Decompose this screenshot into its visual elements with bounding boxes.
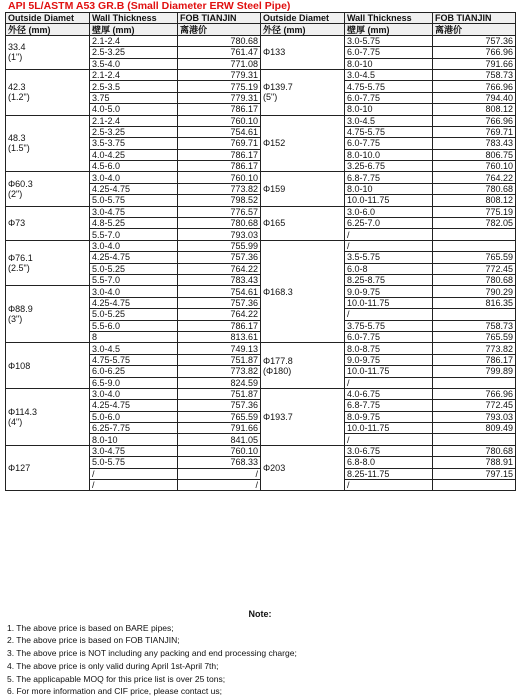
outside-diameter-text: Φ88.9 (8, 304, 33, 315)
price-cell: 798.52 (178, 195, 261, 206)
wall-thickness-cell: 3.5-5.75 (345, 252, 433, 263)
wall-thickness-cell: 10.0-11.75 (345, 423, 433, 434)
price-cell: 766.96 (433, 47, 516, 58)
outside-diameter-text: (1.5") (8, 143, 30, 154)
outside-diameter-text: (5") (263, 92, 278, 103)
wall-thickness-cell: / (345, 377, 433, 388)
wall-thickness-cell: 3.0-5.75 (345, 35, 433, 46)
price-cell (433, 480, 516, 491)
wall-thickness-cell: / (345, 434, 433, 445)
wall-thickness-cell: 4.8-5.25 (90, 218, 178, 229)
price-cell: 757.36 (178, 400, 261, 411)
price-cell: 786.17 (178, 320, 261, 331)
outside-diameter-text: Φ165 (263, 218, 286, 229)
price-cell: 760.10 (433, 161, 516, 172)
outside-diameter-cell (6, 206, 90, 240)
wall-thickness-cell: 3.0-4.5 (345, 69, 433, 80)
wall-thickness-cell: 6.0-7.75 (345, 92, 433, 103)
wall-thickness-cell: 2.5-3.25 (90, 126, 178, 137)
outside-diameter-text: Φ152 (263, 138, 286, 149)
header-wt-cn: 壁厚 (mm) (90, 24, 178, 35)
price-cell: 780.68 (433, 183, 516, 194)
outside-diameter-cell (6, 69, 90, 115)
price-cell: 764.22 (178, 263, 261, 274)
wall-thickness-cell: 6.5-9.0 (90, 377, 178, 388)
wall-thickness-cell: 4.75-5.75 (345, 81, 433, 92)
price-cell: 758.73 (433, 320, 516, 331)
table-row (6, 343, 516, 354)
wall-thickness-cell: 8.0-10 (345, 58, 433, 69)
price-cell: 772.45 (433, 263, 516, 274)
wall-thickness-cell: 6.0-8 (345, 263, 433, 274)
header-wt-cn: 壁厚 (mm) (345, 24, 433, 35)
price-cell: / (178, 480, 261, 491)
price-cell: 765.59 (433, 331, 516, 342)
price-cell: 794.40 (433, 92, 516, 103)
wall-thickness-cell: 3.25-6.75 (345, 161, 433, 172)
price-cell (433, 377, 516, 388)
outside-diameter-text: 42.3 (8, 82, 26, 93)
wall-thickness-cell: 4.0-6.75 (345, 388, 433, 399)
price-cell: 799.89 (433, 366, 516, 377)
wall-thickness-cell: 4.75-5.75 (90, 354, 178, 365)
price-cell: 783.43 (433, 138, 516, 149)
price-cell: 760.10 (178, 172, 261, 183)
outside-diameter-cell (261, 172, 345, 206)
outside-diameter-cell (6, 343, 90, 389)
price-cell: 751.87 (178, 354, 261, 365)
price-cell: 783.43 (178, 274, 261, 285)
header-row-cn (6, 24, 516, 35)
wall-thickness-cell: 3.75-5.75 (345, 320, 433, 331)
wall-thickness-cell: 6.0-7.75 (345, 331, 433, 342)
wall-thickness-cell: 8.0-9.75 (345, 411, 433, 422)
price-cell: 755.99 (178, 240, 261, 251)
table-row (6, 35, 516, 46)
price-cell: 754.61 (178, 126, 261, 137)
price-cell: 751.87 (178, 388, 261, 399)
price-cell: 779.31 (178, 92, 261, 103)
wall-thickness-cell: 3.0-6.0 (345, 206, 433, 217)
wall-thickness-cell: 8.0-10 (345, 183, 433, 194)
wall-thickness-cell: 4.25-4.75 (90, 183, 178, 194)
outside-diameter-text: Φ203 (263, 463, 286, 474)
price-cell: 760.10 (178, 115, 261, 126)
outside-diameter-cell (6, 240, 90, 286)
price-cell: 786.17 (178, 161, 261, 172)
outside-diameter-cell (261, 445, 345, 491)
price-cell: 782.05 (433, 218, 516, 229)
price-cell: 766.96 (433, 115, 516, 126)
wall-thickness-cell: 3.0-4.75 (90, 206, 178, 217)
wall-thickness-cell: / (345, 309, 433, 320)
outside-diameter-text: Φ193.7 (263, 411, 293, 422)
price-cell: 768.33 (178, 457, 261, 468)
wall-thickness-cell: 3.0-4.0 (90, 240, 178, 251)
wall-thickness-cell: 5.5-7.0 (90, 274, 178, 285)
wall-thickness-cell: 3.0-4.0 (90, 388, 178, 399)
outside-diameter-text: (4") (8, 416, 23, 427)
note-line: 6. For more information and CIF price, please contact us; (7, 686, 222, 697)
price-cell: 797.15 (433, 468, 516, 479)
note-line: 5. The applicapable MOQ for this price list is over 25 tons; (7, 673, 226, 684)
price-cell: 806.75 (433, 149, 516, 160)
price-cell: 757.36 (178, 252, 261, 263)
header-wt: Wall Thickness (90, 13, 178, 24)
outside-diameter-text: Φ168.3 (263, 286, 293, 297)
table-row (6, 69, 516, 80)
price-cell: 749.13 (178, 343, 261, 354)
outside-diameter-text: Φ159 (263, 184, 286, 195)
header-price: FOB TIANJIN (178, 13, 261, 24)
notes-section (7, 608, 513, 698)
note-line: 2. The above price is based on FOB TIANJIN; (7, 635, 180, 646)
price-cell: 786.17 (178, 104, 261, 115)
outside-diameter-text: (1.2") (8, 92, 30, 103)
wall-thickness-cell: 5.5-6.0 (90, 320, 178, 331)
wall-thickness-cell: 3.0-4.0 (90, 286, 178, 297)
wall-thickness-cell: 6.0-7.75 (345, 138, 433, 149)
wall-thickness-cell: 4.0-4.25 (90, 149, 178, 160)
price-cell: 813.61 (178, 331, 261, 342)
wall-thickness-cell: / (345, 240, 433, 251)
wall-thickness-cell: / (345, 480, 433, 491)
price-cell: 780.68 (178, 218, 261, 229)
wall-thickness-cell: 3.0-4.5 (345, 115, 433, 126)
price-cell: 765.59 (433, 252, 516, 263)
table-row (6, 206, 516, 217)
outside-diameter-text: Φ139.7 (263, 82, 293, 93)
wall-thickness-cell: 6.25-7.75 (90, 423, 178, 434)
outside-diameter-cell (261, 115, 345, 172)
price-cell: 773.82 (433, 343, 516, 354)
wall-thickness-cell: 9.0-9.75 (345, 286, 433, 297)
header-od: Outside Diamet (6, 13, 90, 24)
wall-thickness-cell: 8.25-8.75 (345, 274, 433, 285)
price-cell: 790.29 (433, 286, 516, 297)
wall-thickness-cell: 6.8-7.75 (345, 400, 433, 411)
outside-diameter-text: 48.3 (8, 133, 26, 144)
price-cell: 769.71 (178, 138, 261, 149)
wall-thickness-cell: 4.75-5.75 (345, 126, 433, 137)
outside-diameter-text: (2.5") (8, 263, 30, 274)
outside-diameter-cell (6, 445, 90, 491)
wall-thickness-cell: 10.0-11.75 (345, 297, 433, 308)
price-cell: 791.66 (178, 423, 261, 434)
wall-thickness-cell: 8.0-10 (90, 434, 178, 445)
price-cell: 760.10 (178, 445, 261, 456)
header-od-cn: 外径 (mm) (6, 24, 90, 35)
price-cell: 780.68 (178, 35, 261, 46)
wall-thickness-cell: 8.0-8.75 (345, 343, 433, 354)
price-table (5, 12, 516, 491)
price-cell (433, 240, 516, 251)
outside-diameter-cell (261, 69, 345, 115)
wall-thickness-cell: 9.0-9.75 (345, 354, 433, 365)
notes-title: Note: (248, 609, 272, 619)
header-od-cn: 外径 (mm) (261, 24, 345, 35)
wall-thickness-cell: 2.5-3.25 (90, 47, 178, 58)
outside-diameter-cell (6, 35, 90, 69)
price-cell: 757.36 (178, 297, 261, 308)
header-row (6, 13, 516, 24)
outside-diameter-text: Φ73 (8, 218, 26, 229)
outside-diameter-text: Φ108 (8, 360, 31, 371)
wall-thickness-cell: 8 (90, 331, 178, 342)
outside-diameter-text: 33.4 (8, 42, 26, 53)
header-wt: Wall Thickness (345, 13, 433, 24)
wall-thickness-cell: 2.1-2.4 (90, 115, 178, 126)
wall-thickness-cell: 4.0-5.0 (90, 104, 178, 115)
outside-diameter-text: Φ133 (263, 47, 286, 58)
price-cell: 841.05 (178, 434, 261, 445)
note-line: 3. The above price is NOT including any packing and end processing charge; (7, 648, 297, 659)
price-table-body (6, 13, 516, 491)
wall-thickness-cell: 5.5-7.0 (90, 229, 178, 240)
wall-thickness-cell: 5.0-5.25 (90, 309, 178, 320)
wall-thickness-cell: 8.0-10.0 (345, 149, 433, 160)
price-cell: 775.19 (178, 81, 261, 92)
table-row (6, 172, 516, 183)
wall-thickness-cell: 4.25-4.75 (90, 297, 178, 308)
wall-thickness-cell: 2.1-2.4 (90, 35, 178, 46)
header-price-cn: 离港价 (178, 24, 261, 35)
wall-thickness-cell: 6.8-8.0 (345, 457, 433, 468)
outside-diameter-cell (261, 240, 345, 343)
header-od: Outside Diamet (261, 13, 345, 24)
outside-diameter-text: (Φ180) (263, 365, 292, 376)
wall-thickness-cell: 10.0-11.75 (345, 195, 433, 206)
sheet-title: API 5L/ASTM A53 GR.B (Small Diameter ERW Steel Pipe) (8, 0, 291, 12)
price-cell: 766.96 (433, 388, 516, 399)
price-cell: 772.45 (433, 400, 516, 411)
table-row (6, 240, 516, 251)
wall-thickness-cell: 5.0-6.0 (90, 411, 178, 422)
price-cell: 824.59 (178, 377, 261, 388)
price-cell: 764.22 (433, 172, 516, 183)
header-price: FOB TIANJIN (433, 13, 516, 24)
price-cell: 786.17 (178, 149, 261, 160)
price-cell: 780.68 (433, 274, 516, 285)
wall-thickness-cell: 4.25-4.75 (90, 400, 178, 411)
wall-thickness-cell: 3.0-4.75 (90, 445, 178, 456)
wall-thickness-cell: 5.0-5.25 (90, 263, 178, 274)
outside-diameter-text: (3") (8, 314, 23, 325)
price-cell: 779.31 (178, 69, 261, 80)
price-cell (433, 309, 516, 320)
wall-thickness-cell: 5.0-5.75 (90, 457, 178, 468)
price-cell: 766.96 (433, 81, 516, 92)
outside-diameter-cell (6, 286, 90, 343)
table-row (6, 445, 516, 456)
wall-thickness-cell: / (345, 229, 433, 240)
outside-diameter-cell (6, 172, 90, 206)
price-cell: 765.59 (178, 411, 261, 422)
wall-thickness-cell: 4.25-4.75 (90, 252, 178, 263)
wall-thickness-cell: 3.0-4.0 (90, 172, 178, 183)
price-cell: 771.08 (178, 58, 261, 69)
price-cell: 793.03 (178, 229, 261, 240)
wall-thickness-cell: 3.5-3.75 (90, 138, 178, 149)
wall-thickness-cell: 3.0-4.5 (90, 343, 178, 354)
price-cell: 793.03 (433, 411, 516, 422)
wall-thickness-cell: 6.0-6.25 (90, 366, 178, 377)
wall-thickness-cell: 3.0-6.75 (345, 445, 433, 456)
price-cell: 764.22 (178, 309, 261, 320)
wall-thickness-cell: 5.0-5.75 (90, 195, 178, 206)
table-row (6, 388, 516, 399)
note-line: 1. The above price is based on BARE pipes; (7, 622, 174, 633)
outside-diameter-cell (261, 343, 345, 389)
table-row (6, 115, 516, 126)
price-cell: 786.17 (433, 354, 516, 365)
outside-diameter-text: (2") (8, 189, 23, 200)
wall-thickness-cell: 3.5-4.0 (90, 58, 178, 69)
outside-diameter-cell (6, 388, 90, 445)
outside-diameter-text: Φ177.8 (263, 355, 293, 366)
wall-thickness-cell: 8.0-10 (345, 104, 433, 115)
outside-diameter-text: Φ127 (8, 463, 31, 474)
outside-diameter-cell (261, 35, 345, 69)
price-cell: 773.82 (178, 366, 261, 377)
price-cell: 758.73 (433, 69, 516, 80)
note-line: 4. The above price is only valid during April 1st-April 7th; (7, 660, 219, 671)
price-cell: 788.91 (433, 457, 516, 468)
wall-thickness-cell: 6.0-7.75 (345, 47, 433, 58)
price-cell (433, 434, 516, 445)
price-cell: 809.49 (433, 423, 516, 434)
wall-thickness-cell: / (90, 468, 178, 479)
outside-diameter-cell (261, 388, 345, 445)
price-cell: 757.36 (433, 35, 516, 46)
wall-thickness-cell: 4.5-6.0 (90, 161, 178, 172)
price-cell (433, 229, 516, 240)
price-cell: / (178, 468, 261, 479)
wall-thickness-cell: 2.1-2.4 (90, 69, 178, 80)
price-cell: 769.71 (433, 126, 516, 137)
wall-thickness-cell: 10.0-11.75 (345, 366, 433, 377)
price-cell: 776.57 (178, 206, 261, 217)
outside-diameter-text: Φ60.3 (8, 179, 33, 190)
price-cell: 816.35 (433, 297, 516, 308)
wall-thickness-cell: 3.75 (90, 92, 178, 103)
outside-diameter-cell (6, 115, 90, 172)
wall-thickness-cell: 6.8-7.75 (345, 172, 433, 183)
wall-thickness-cell: / (90, 480, 178, 491)
price-cell: 808.12 (433, 195, 516, 206)
price-cell: 808.12 (433, 104, 516, 115)
header-price-cn: 离港价 (433, 24, 516, 35)
outside-diameter-cell (261, 206, 345, 240)
wall-thickness-cell: 6.25-7.0 (345, 218, 433, 229)
outside-diameter-text: (1") (8, 52, 23, 63)
price-cell: 761.47 (178, 47, 261, 58)
price-cell: 775.19 (433, 206, 516, 217)
wall-thickness-cell: 8.25-11.75 (345, 468, 433, 479)
price-cell: 754.61 (178, 286, 261, 297)
price-cell: 773.82 (178, 183, 261, 194)
price-cell: 791.66 (433, 58, 516, 69)
wall-thickness-cell: 2.5-3.5 (90, 81, 178, 92)
outside-diameter-text: Φ76.1 (8, 253, 33, 264)
outside-diameter-text: Φ114.3 (8, 406, 38, 417)
price-cell: 780.68 (433, 445, 516, 456)
